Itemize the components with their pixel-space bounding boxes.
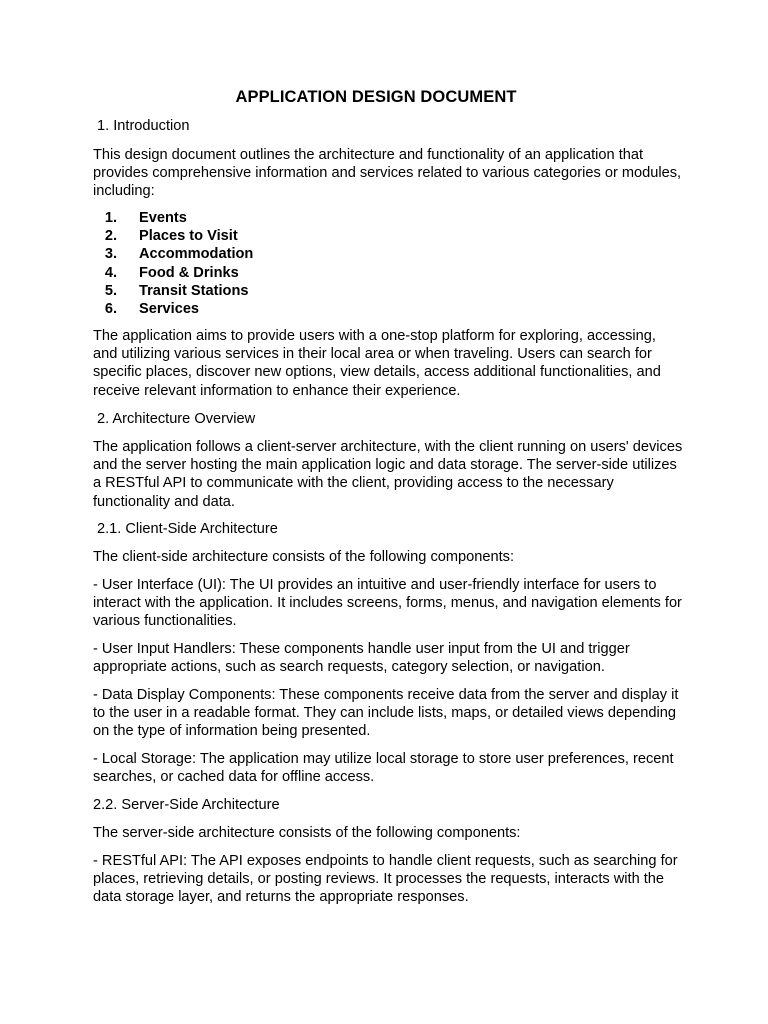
module-list bbox=[93, 209, 253, 318]
list-item-number: 6. bbox=[104, 301, 117, 318]
list-item bbox=[93, 264, 253, 282]
server-api-paragraph: - RESTful API: The API exposes endpoints to handle client requests, such as searching for places, retrieving details, or posting reviews. It processes the requests, interacts with the data storage layer, and returns the appropriate responses. bbox=[93, 853, 678, 906]
client-storage-paragraph: - Local Storage: The application may utilize local storage to store user preferences, recent searches, or cached data for offline access. bbox=[93, 751, 674, 786]
list-item bbox=[93, 300, 253, 318]
client-input-paragraph: - User Input Handlers: These components handle user input from the UI and trigger appropriate actions, such as search requests, category selection, or navigation. bbox=[93, 641, 630, 676]
list-item-number: 3. bbox=[104, 246, 117, 263]
document-title: APPLICATION DESIGN DOCUMENT bbox=[235, 88, 517, 106]
list-item bbox=[93, 282, 253, 300]
list-item-number: 5. bbox=[104, 282, 117, 299]
list-item-number: 1. bbox=[104, 210, 117, 226]
list-item-label: Places to Visit bbox=[139, 228, 238, 245]
section-heading-server-side: 2.2. Server-Side Architecture bbox=[93, 797, 280, 813]
client-intro-paragraph: The client-side architecture consists of the following components: bbox=[93, 549, 514, 565]
section-heading-architecture: 2. Architecture Overview bbox=[97, 411, 256, 427]
list-item-label: Services bbox=[139, 301, 200, 318]
section-heading-client-side: 2.1. Client-Side Architecture bbox=[97, 521, 278, 537]
client-ui-paragraph: - User Interface (UI): The UI provides an intuitive and user-friendly interface for users to interact with the application. It includes screens, forms, menus, and navigation elements for various functionalities. bbox=[93, 577, 682, 630]
list-item-label: Accommodation bbox=[139, 246, 254, 263]
list-item-number: 4. bbox=[104, 264, 117, 281]
list-item bbox=[93, 227, 253, 245]
architecture-paragraph: The application follows a client-server architecture, with the client running on users' devices and the server hosting the main application logic and data storage. The server-side utilizes a RESTful API to communicate with the client, providing access to the necessary functionality and data. bbox=[93, 439, 683, 510]
section-heading-introduction: 1. Introduction bbox=[97, 118, 190, 134]
client-display-paragraph: - Data Display Components: These components receive data from the server and display it to the user in a readable format. They can include lists, maps, or detailed views depending on the type of information being presented. bbox=[93, 687, 679, 740]
list-item-number: 2. bbox=[104, 228, 117, 245]
server-intro-paragraph: The server-side architecture consists of the following components: bbox=[93, 825, 521, 841]
list-item-label: Transit Stations bbox=[139, 282, 249, 299]
list-item-label: Events bbox=[139, 210, 187, 226]
aim-paragraph: The application aims to provide users with a one-stop platform for exploring, accessing, and utilizing various services in their local area or when traveling. Users can search for specific places, discover new options, view details, access additional functionalities, and receive relevant information to enhance their experience. bbox=[93, 328, 661, 399]
intro-paragraph: This design document outlines the architecture and functionality of an application that provides comprehensive information and services related to various categories or modules, including: bbox=[93, 147, 682, 200]
list-item bbox=[93, 245, 253, 263]
list-item bbox=[93, 209, 253, 227]
list-item-label: Food & Drinks bbox=[139, 264, 239, 281]
